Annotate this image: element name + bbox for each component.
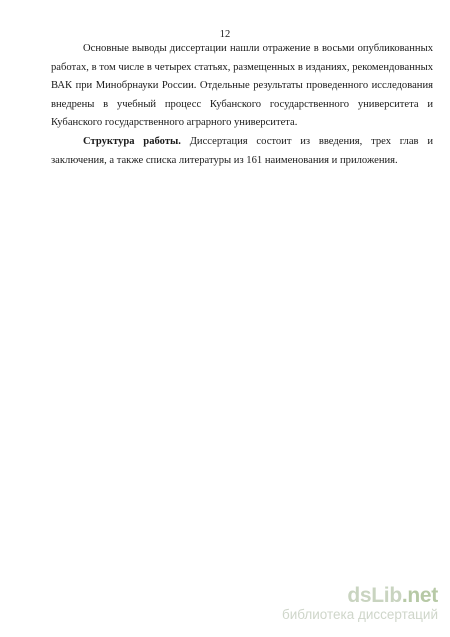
paragraph-structure — [51, 133, 433, 170]
paragraph-run-in-title: Структура работы. — [83, 135, 181, 147]
paragraph-text: Диссертация состоит из введения, трех глав и заключения, а также списка литературы из 161 наименования и приложения. — [51, 135, 433, 166]
paragraph-text: Основные выводы диссертации нашли отражение в восьми опубликованных работах, в том числе в четырех статьях, размещенных в изданиях, рекомендованных ВАК при Минобрнауки России. Отдельные результаты проведенного исследования внедрены в учебный процесс Кубанского государственного университета и Кубанского государственного аграрного университета. — [51, 43, 433, 129]
document-body — [51, 40, 433, 170]
site-watermark — [282, 585, 438, 623]
watermark-logo-suffix: .net — [401, 584, 438, 607]
watermark-tagline: библиотека диссертаций — [281, 607, 438, 622]
watermark-logo-main: dsLib — [347, 584, 402, 607]
watermark-logo — [282, 585, 438, 607]
paragraph-publications — [51, 40, 433, 133]
page-number: 12 — [219, 29, 231, 40]
